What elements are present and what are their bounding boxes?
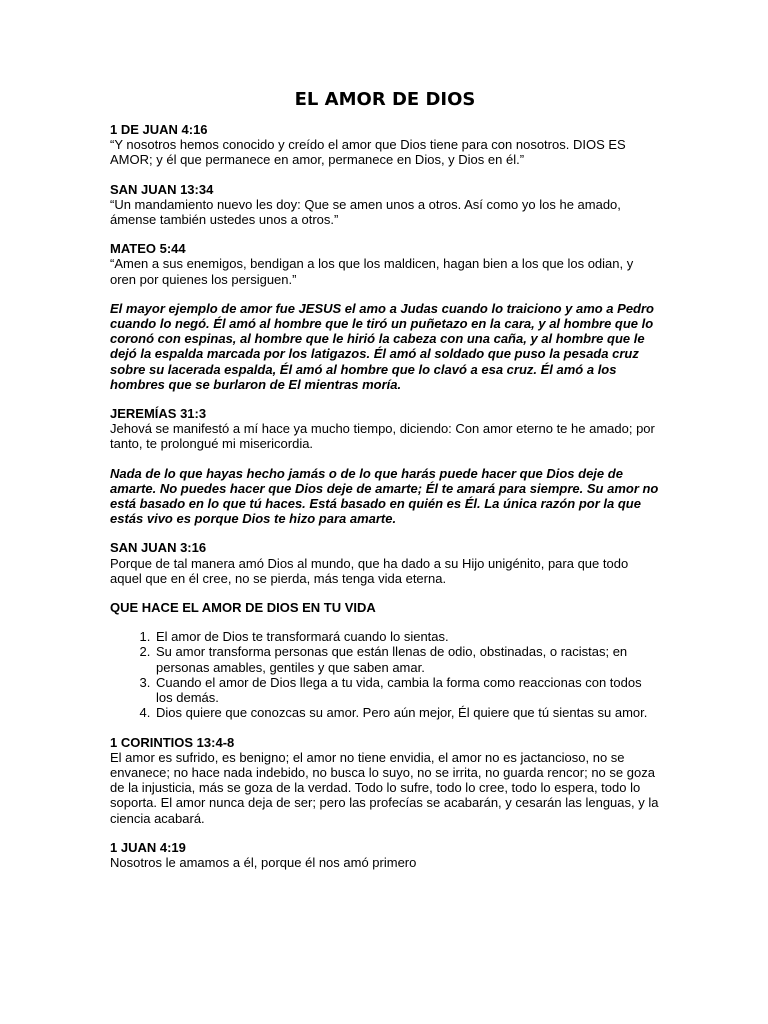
list-item: 4. Dios quiere que conozcas su amor. Pero aún mejor, Él quiere que tú sientas su amor. <box>154 705 660 720</box>
verse-section-1-corintios-13-4-8 <box>110 735 660 826</box>
document-title: EL AMOR DE DIOS <box>294 89 476 110</box>
verse-reference: MATEO 5:44 <box>110 241 186 257</box>
verse-text: Nosotros le amamos a él, porque él nos amó primero <box>110 854 417 870</box>
emphasis-paragraph-amor: Nada de lo que hayas hecho jamás o de lo que harás puede hacer que Dios deje de amarte. No puedes hacer que Dios deje de amarte; Él te amará para siempre. Su amor no está basado en lo que tú haces. Está basado en quién es Él. La única razón por la que estás vivo es porque Dios te hizo para amarte. <box>110 465 659 527</box>
verse-section-jeremias-31-3 <box>110 406 660 452</box>
verse-section-san-juan-3-16 <box>110 540 660 586</box>
emphasis-paragraph-jesus: El mayor ejemplo de amor fue JESUS el amo a Judas cuando lo traiciono y amo a Pedro cuando lo negó. Él amó al hombre que le tiró un puñetazo en la cara, y al hombre que lo coronó con espinas, al hombre que le hirió la cabeza con una caña, y al hombre que le dejó la espalda marcada por los latigazos. Él amó al soldado que puso la pesada cruz sobre su lacerada espalda, Él amó al hombre que lo clavó a esa cruz. Él amó a los hombres que se burlaron de El mientras moría. <box>110 300 654 392</box>
verse-section-mateo-5-44 <box>110 241 660 287</box>
verse-section-1-juan-4-19 <box>110 840 660 870</box>
verse-text: “Un mandamiento nuevo les doy: Que se amen unos a otros. Así como yo los he amado, ámense también ustedes unos a otros.” <box>110 196 621 228</box>
list-item: 3. Cuando el amor de Dios llega a tu vida, cambia la forma como reaccionas con todos los demás. <box>154 675 660 705</box>
verse-text: “Y nosotros hemos conocido y creído el amor que Dios tiene para con nosotros. DIOS ES AMOR; y él que permanece en amor, permanece en Dios, y Dios en él.” <box>110 137 626 168</box>
verse-reference: JEREMÍAS 31:3 <box>110 406 207 422</box>
verse-reference: SAN JUAN 13:34 <box>110 181 214 197</box>
verse-section-san-juan-13-34 <box>110 182 660 228</box>
verse-reference: SAN JUAN 3:16 <box>110 540 207 556</box>
verse-reference: 1 CORINTIOS 13:4-8 <box>110 734 235 750</box>
verse-reference: 1 DE JUAN 4:16 <box>110 122 208 137</box>
verse-text: Jehová se manifestó a mí hace ya mucho tiempo, diciendo: Con amor eterno te he amado; por tanto, te prolongué mi misericordia. <box>110 421 655 452</box>
numbered-list <box>110 629 660 720</box>
document-page <box>110 88 660 884</box>
list-item: 2. Su amor transforma personas que están llenas de odio, obstinadas, o racistas; en personas amables, gentiles y que saben amar. <box>154 644 660 674</box>
list-item: 1. El amor de Dios te transformará cuando lo sientas. <box>154 629 660 644</box>
verse-text: Porque de tal manera amó Dios al mundo, que ha dado a su Hijo unigénito, para que todo aquel que en él cree, no se pierda, más tenga vida eterna. <box>110 555 629 586</box>
list-heading: QUE HACE EL AMOR DE DIOS EN TU VIDA <box>110 600 376 616</box>
verse-text: El amor es sufrido, es benigno; el amor no tiene envidia, el amor no es jactancioso, no se envanece; no hace nada indebido, no busca lo suyo, no se irrita, no guarda rencor; no se goza de la injusticia, más se goza de la verdad. Todo lo sufre, todo lo cree, todo lo espera, todo lo soporta. El amor nunca deja de ser; pero las profecías se acabarán, y cesarán las lenguas, y la ciencia acabará. <box>110 749 659 826</box>
verse-section-1-juan-4-16 <box>110 122 660 168</box>
verse-reference: 1 JUAN 4:19 <box>110 839 186 855</box>
verse-text: “Amen a sus enemigos, bendigan a los que los maldicen, hagan bien a los que los odian, y oren por quienes los persiguen.” <box>110 256 634 287</box>
